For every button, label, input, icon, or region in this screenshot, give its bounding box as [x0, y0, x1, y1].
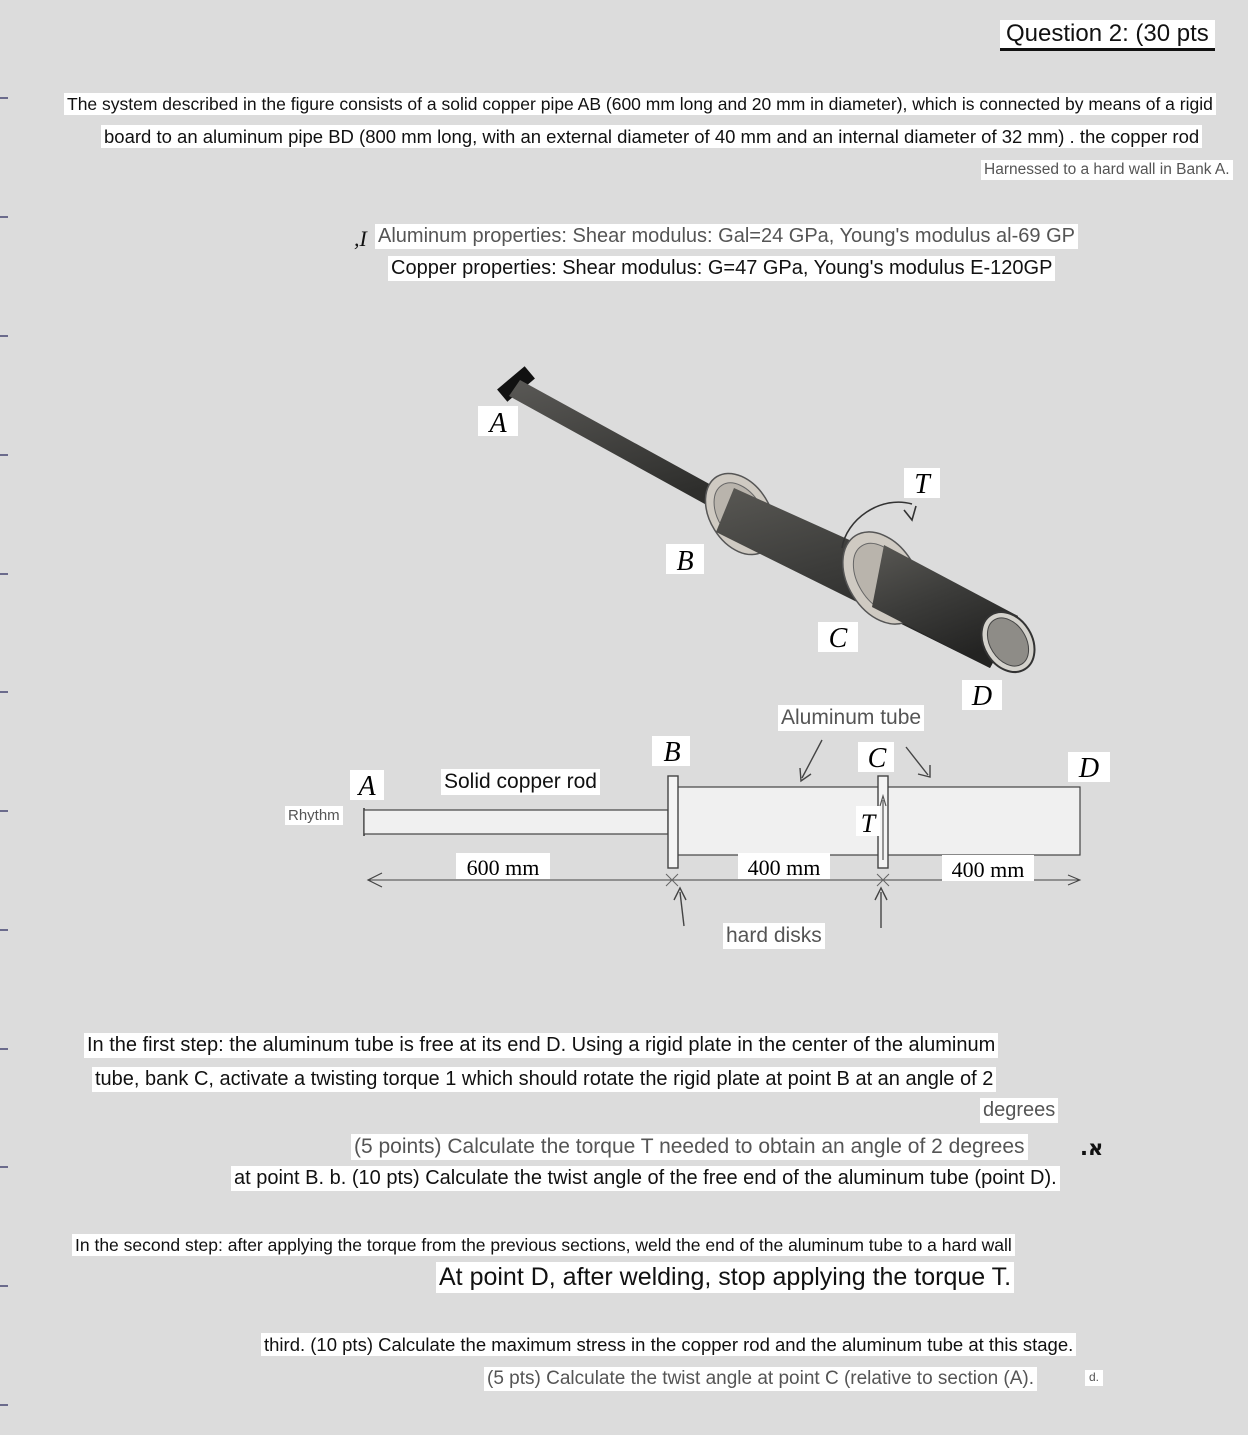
part-c: third. (10 pts) Calculate the maximum stress in the copper rod and the aluminum tube at this stage.: [261, 1333, 1076, 1356]
label-c-3d: C: [828, 623, 848, 654]
label-a-3d: A: [489, 408, 507, 439]
part-d-marker: d.: [1085, 1370, 1103, 1386]
step2-line-2: At point D, after welding, stop applying the torque T.: [436, 1262, 1014, 1293]
step2-line-1: In the second step: after applying the torque from the previous sections, weld the end of the aluminum tube to a hard wall: [72, 1234, 1015, 1256]
part-a: (5 points) Calculate the torque T needed to obtain an angle of 2 degrees: [351, 1134, 1028, 1160]
label-a-2d: A: [358, 771, 376, 802]
label-b-2d: B: [663, 737, 681, 768]
step1-line-1: In the first step: the aluminum tube is free at its end D. Using a rigid plate in the center of the aluminum: [84, 1033, 998, 1058]
rigid-plate-b-2d: [668, 776, 678, 868]
rhythm-label: Rhythm: [285, 806, 343, 825]
label-b-3d: B: [676, 546, 694, 577]
intro-line-2: board to an aluminum pipe BD (800 mm long, with an external diameter of 40 mm and an internal diameter of 32 mm) . the copper rod: [101, 125, 1202, 148]
step1-line-3: degrees: [980, 1098, 1058, 1123]
dimension-400-left: 400 mm: [747, 855, 821, 880]
figure-2d: [350, 736, 1110, 928]
part-b: at point B. b. (10 pts) Calculate the twist angle of the free end of the aluminum tube (point D).: [231, 1166, 1060, 1191]
intro-line-3: Harnessed to a hard wall in Bank A.: [981, 160, 1233, 180]
copper-rod-2d: [364, 810, 668, 834]
copper-properties: Copper properties: Shear modulus: G=47 GPa, Young's modulus E-120GP: [388, 256, 1055, 281]
aluminum-tube-pointer: [802, 740, 822, 778]
label-t-2d: T: [860, 809, 876, 838]
properties-prefix: ,I: [354, 226, 367, 251]
solid-copper-rod-label: Solid copper rod: [441, 769, 600, 795]
part-a-marker: .א: [1080, 1136, 1104, 1160]
label-d-3d: D: [971, 681, 993, 712]
part-d: (5 pts) Calculate the twist angle at point C (relative to section (A).: [484, 1367, 1037, 1391]
label-d-2d: D: [1078, 753, 1100, 784]
aluminum-properties: Aluminum properties: Shear modulus: Gal=24 GPa, Young's modulus al-69 GP: [375, 224, 1078, 249]
dimension-600: 600 mm: [466, 855, 540, 880]
dimension-400-right: 400 mm: [951, 857, 1025, 882]
question-title: Question 2: (30 pts: [1000, 20, 1215, 51]
step1-line-2: tube, bank C, activate a twisting torque 1 which should rotate the rigid plate at point B at an angle of 2: [92, 1067, 996, 1092]
copper-rod-3d: [509, 380, 733, 514]
intro-line-1: The system described in the figure consists of a solid copper pipe AB (600 mm long and 20 mm in diameter), which is connected by means of a rigid: [64, 93, 1216, 115]
label-t-3d: T: [914, 469, 930, 500]
support-arrow-b: [680, 892, 684, 926]
label-c-2d: C: [867, 743, 887, 774]
figure-3d: [478, 366, 1045, 712]
hard-disks-label: hard disks: [723, 923, 825, 949]
aluminum-tube-label: Aluminum tube: [778, 705, 924, 731]
